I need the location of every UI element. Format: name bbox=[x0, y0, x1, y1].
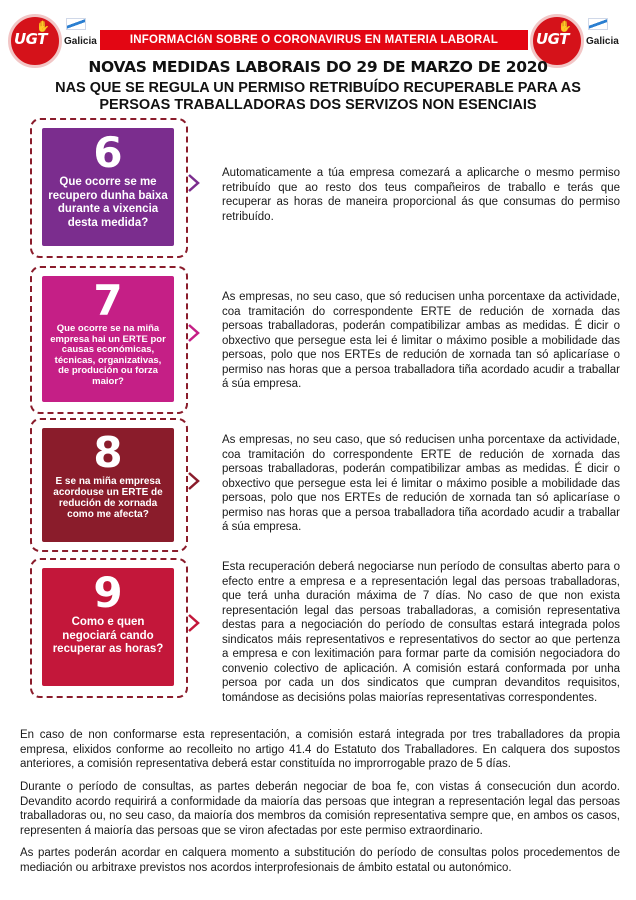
question-number: 9 bbox=[93, 568, 123, 617]
handshake-icon: ✋ bbox=[558, 21, 572, 33]
question-6-frame bbox=[30, 118, 188, 258]
answer-7: As empresas, no seu caso, que só reducisen unha porcentaxe da actividade, coa tramitación do correspondente ERTE de redución de xornada das persoas traballadoras, poderán compatibilizar ambas as medidas. É dicir o obxectivo que persegue esta lei é limitar o máximo posible a mobilidade das persoas, polo que nos ERTEs de redución de xornada tan só aplicaríase o permiso nas horas que a persoa traballadora tiña acordado acudir a traballar á súa empresa. bbox=[222, 291, 620, 390]
logo-region: Galicia bbox=[586, 36, 619, 47]
chevron-right-icon bbox=[183, 470, 205, 492]
page-subtitle: NAS QUE SE REGULA UN PERMISO RETRIBUÍDO RECUPERABLE PARA AS PERSOAS TRABALLADORAS DOS SERVIZOS NON ESENCIAIS bbox=[55, 80, 581, 113]
logo-text: UGT bbox=[14, 30, 47, 48]
question-9-box bbox=[42, 568, 174, 686]
question-8-frame bbox=[30, 418, 188, 552]
question-text: Que ocorre se na miña empresa hai un ERTE por causas económicas, técnicas, organizativas, de produción ou forza maior? bbox=[50, 323, 166, 387]
paragraph-2: Durante o período de consultas, as partes deberán negociar de boa fe, con vistas á consecución dun acordo. Devandito acordo requirirá a conformidade da maioría das persoas que integran a representación legal das persoas traballadoras ou, no seu caso, da maioría dos membros da comisión representativa sempre que, en ambos os casos, representen á maioría das persoas que se viron afectadas por este permiso extraordinario. bbox=[20, 781, 620, 837]
chevron-right-icon bbox=[183, 172, 205, 194]
paragraph-1: En caso de non conformarse esta representación, a comisión estará integrada por tres traballadores da propia empresa, elixidos conforme ao recolleito no artigo 41.4 do Estatuto dos Traballadores. En calquera dos supostos anteriores, a comisión representativa deberá estar constituída no improrrogable prazo de 5 días. bbox=[20, 729, 620, 770]
question-text: Como e quen negociará cando recuperar as horas? bbox=[52, 616, 164, 655]
galicia-flag-icon bbox=[588, 18, 608, 30]
question-number: 8 bbox=[93, 428, 123, 477]
question-6-box bbox=[42, 128, 174, 246]
logo-region: Galicia bbox=[64, 36, 97, 47]
question-7-box bbox=[42, 276, 174, 402]
answer-8: As empresas, no seu caso, que só reducisen unha porcentaxe da actividade, coa tramitación do correspondente ERTE de redución de xornada das persoas traballadoras, poderán compatibilizar ambas as medidas. É dicir o obxectivo que persegue esta lei é limitar o máximo posible a mobilidade das persoas, polo que nos ERTEs de redución de xornada tan só aplicaríase o permiso nas horas que a persoa traballadora tiña acordado acudir a traballar á súa empresa. bbox=[222, 434, 620, 533]
answer-6: Automaticamente a túa empresa comezará a aplicarche o mesmo permiso retribuído que ao resto dos teus compañeiros de traballo e terás que recuperar as horas de maneira proporcional ás que consumas do permiso retribuído. bbox=[222, 167, 620, 223]
handshake-icon: ✋ bbox=[36, 21, 50, 33]
paragraph-3: As partes poderán acordar en calquera momento a substitución do período de consultas polos procedementos de mediación ou arbitraxe previstos nos acordos interprofesionais de ámbito estatal ou autonómico. bbox=[20, 847, 620, 874]
chevron-right-icon bbox=[183, 322, 205, 344]
header-banner: INFORMACIóN SOBRE O CORONAVIRUS EN MATERIA LABORAL bbox=[100, 30, 528, 50]
logo-text: UGT bbox=[536, 30, 569, 48]
question-number: 6 bbox=[93, 128, 123, 177]
question-text: Que ocorre se me recupero dunha baixa durante a vixencia desta medida? bbox=[48, 176, 168, 229]
question-number: 7 bbox=[93, 276, 123, 325]
question-9-frame bbox=[30, 558, 188, 698]
galicia-flag-icon bbox=[66, 18, 86, 30]
question-7-frame bbox=[30, 266, 188, 414]
chevron-right-icon bbox=[183, 612, 205, 634]
question-8-box bbox=[42, 428, 174, 542]
answer-9: Esta recuperación deberá negociarse nun período de consultas aberto para o efecto entre a empresa e a representación legal das persoas traballadoras, que terá unha duración máxima de 7 días. No caso de que non exista representación legal das persoas traballadoras, a comisión representativa destas para a negociación do período de consultas estará integrada polos sindicatos máis representativos e representativos do sector ao que pertenza a empresa e con lexitimación para formar parte da comisión negociadora do convenio colectivo de aplicación. A comisión estará conformada por unha persoa por cada un dos sindicatos que cumpran devanditos requisitos, tomándose as decisións polas maiorías representativas correspondentes. bbox=[222, 561, 620, 704]
question-text: E se na miña empresa acordouse un ERTE de redución de xornada como me afecta? bbox=[53, 476, 163, 520]
page-title: NOVAS MEDIDAS LABORAIS DO 29 DE MARZO DE 2020 bbox=[88, 58, 548, 76]
